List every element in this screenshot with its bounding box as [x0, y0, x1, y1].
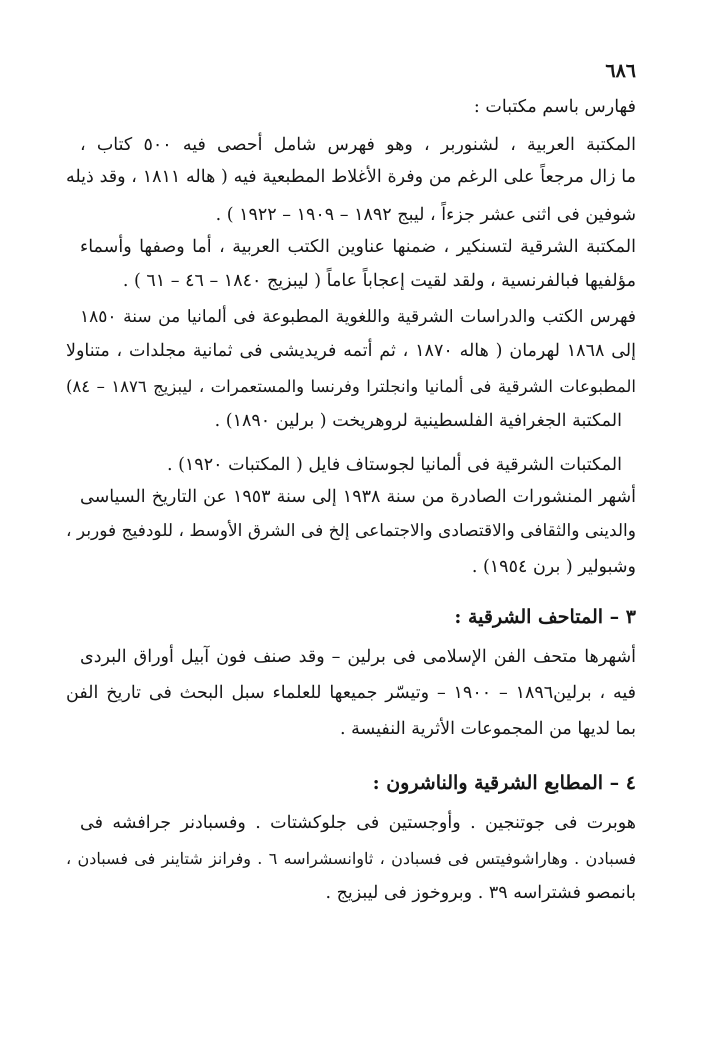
text-line-books-catalog-2: إلى ١٨٦٨ لهرمان ( هاله ١٨٧٠ ، ثم أتمه فريديشى فى ثمانية مجلدات ، متناولا [66, 341, 636, 361]
text-line-arabic-library-2: ما زال مرجعاً على الرغم من وفرة الأغلاط المطبعية فيه ( هاله ١٨١١ ، وقد ذيله [66, 167, 637, 187]
text-line-publications-3: وشبولير ( برن ١٩٥٤) . [471, 557, 636, 577]
text-line-books-catalog-1: فهرس الكتب والدراسات الشرقية واللغوية المطبوعة فى ألمانيا من سنة ١٨٥٠ [80, 307, 636, 327]
text-line-oriental-library-1: المكتبة الشرقية لتسنكير ، ضمنها عناوين الكتب العربية ، أما وصفها وأسماء [80, 237, 636, 257]
text-line-oriental-libraries-germany: المكتبات الشرقية فى ألمانيا لجوستاف فايل ( المكتبات ١٩٢٠) . [166, 455, 622, 475]
text-line-presses-1: هوبرت فى جوتنجين . وأوجستين فى جلوكشتات . وفسبادنر جرافشه فى [80, 813, 636, 833]
section-heading-oriental-museums: ٣ – المتاحف الشرقية : [454, 606, 636, 628]
catalogs-intro-line: فهارس باسم مكتبات : [473, 97, 636, 117]
text-line-palestine-geography: المكتبة الجغرافية الفلسطينية لروهريخت ( برلين ١٨٩٠) . [214, 411, 622, 431]
text-line-oriental-library-2: مؤلفيها فبالفرنسية ، ولقد لقيت إعجاباً عاماً ( ليبزيج ١٨٤٠ – ٤٦ – ٦١ ) . [122, 271, 636, 291]
text-line-museums-3: بما لديها من المجموعات الأثرية النفيسة . [340, 719, 636, 739]
text-line-presses-2: فسبادن . وهاراشوفيتس فى فسبادن ، ثاوانسشراسه ٦ . وفرانز شتاينر فى فسبادن ، [66, 849, 636, 868]
text-line-museums-2: فيه ، برلين١٨٩٦ – ١٩٠٠ – وتيسّر جميعها للعلماء سبل البحث فى تاريخ الفن [66, 683, 636, 703]
text-line-publications-2: والدينى والثقافى والاقتصادى والاجتماعى إلخ فى الشرق الأوسط ، للودفيج فوربر ، [66, 521, 636, 541]
text-line-presses-3: بانمصو فشتراسه ٣٩ . وبروخوز فى ليبزيج . [325, 883, 636, 903]
text-line-publications-1: أشهر المنشورات الصادرة من سنة ١٩٣٨ إلى سنة ١٩٥٣ عن التاريخ السياسى [80, 487, 637, 507]
section-heading-presses-publishers: ٤ – المطابع الشرقية والناشرون : [372, 772, 636, 794]
text-line-arabic-library-1: المكتبة العربية ، لشنوربر ، وهو فهرس شامل أحصى فيه ٥٠٠ كتاب ، [80, 135, 636, 155]
text-line-books-catalog-3: المطبوعات الشرقية فى ألمانيا وانجلترا وفرنسا والمستعمرات ، ليبزيج ١٨٧٦ – ٨٤) [66, 377, 636, 396]
text-line-museums-1: أشهرها متحف الفن الإسلامى فى برلين – وقد صنف فون آبيل أوراق البردى [80, 647, 636, 667]
text-line-arabic-library-3: شوفين فى اثنى عشر جزءاً ، ليبج ١٨٩٢ – ١٩٠٩ – ١٩٢٢ ) . [215, 205, 636, 225]
page-number: ٦٨٦ [605, 60, 636, 82]
